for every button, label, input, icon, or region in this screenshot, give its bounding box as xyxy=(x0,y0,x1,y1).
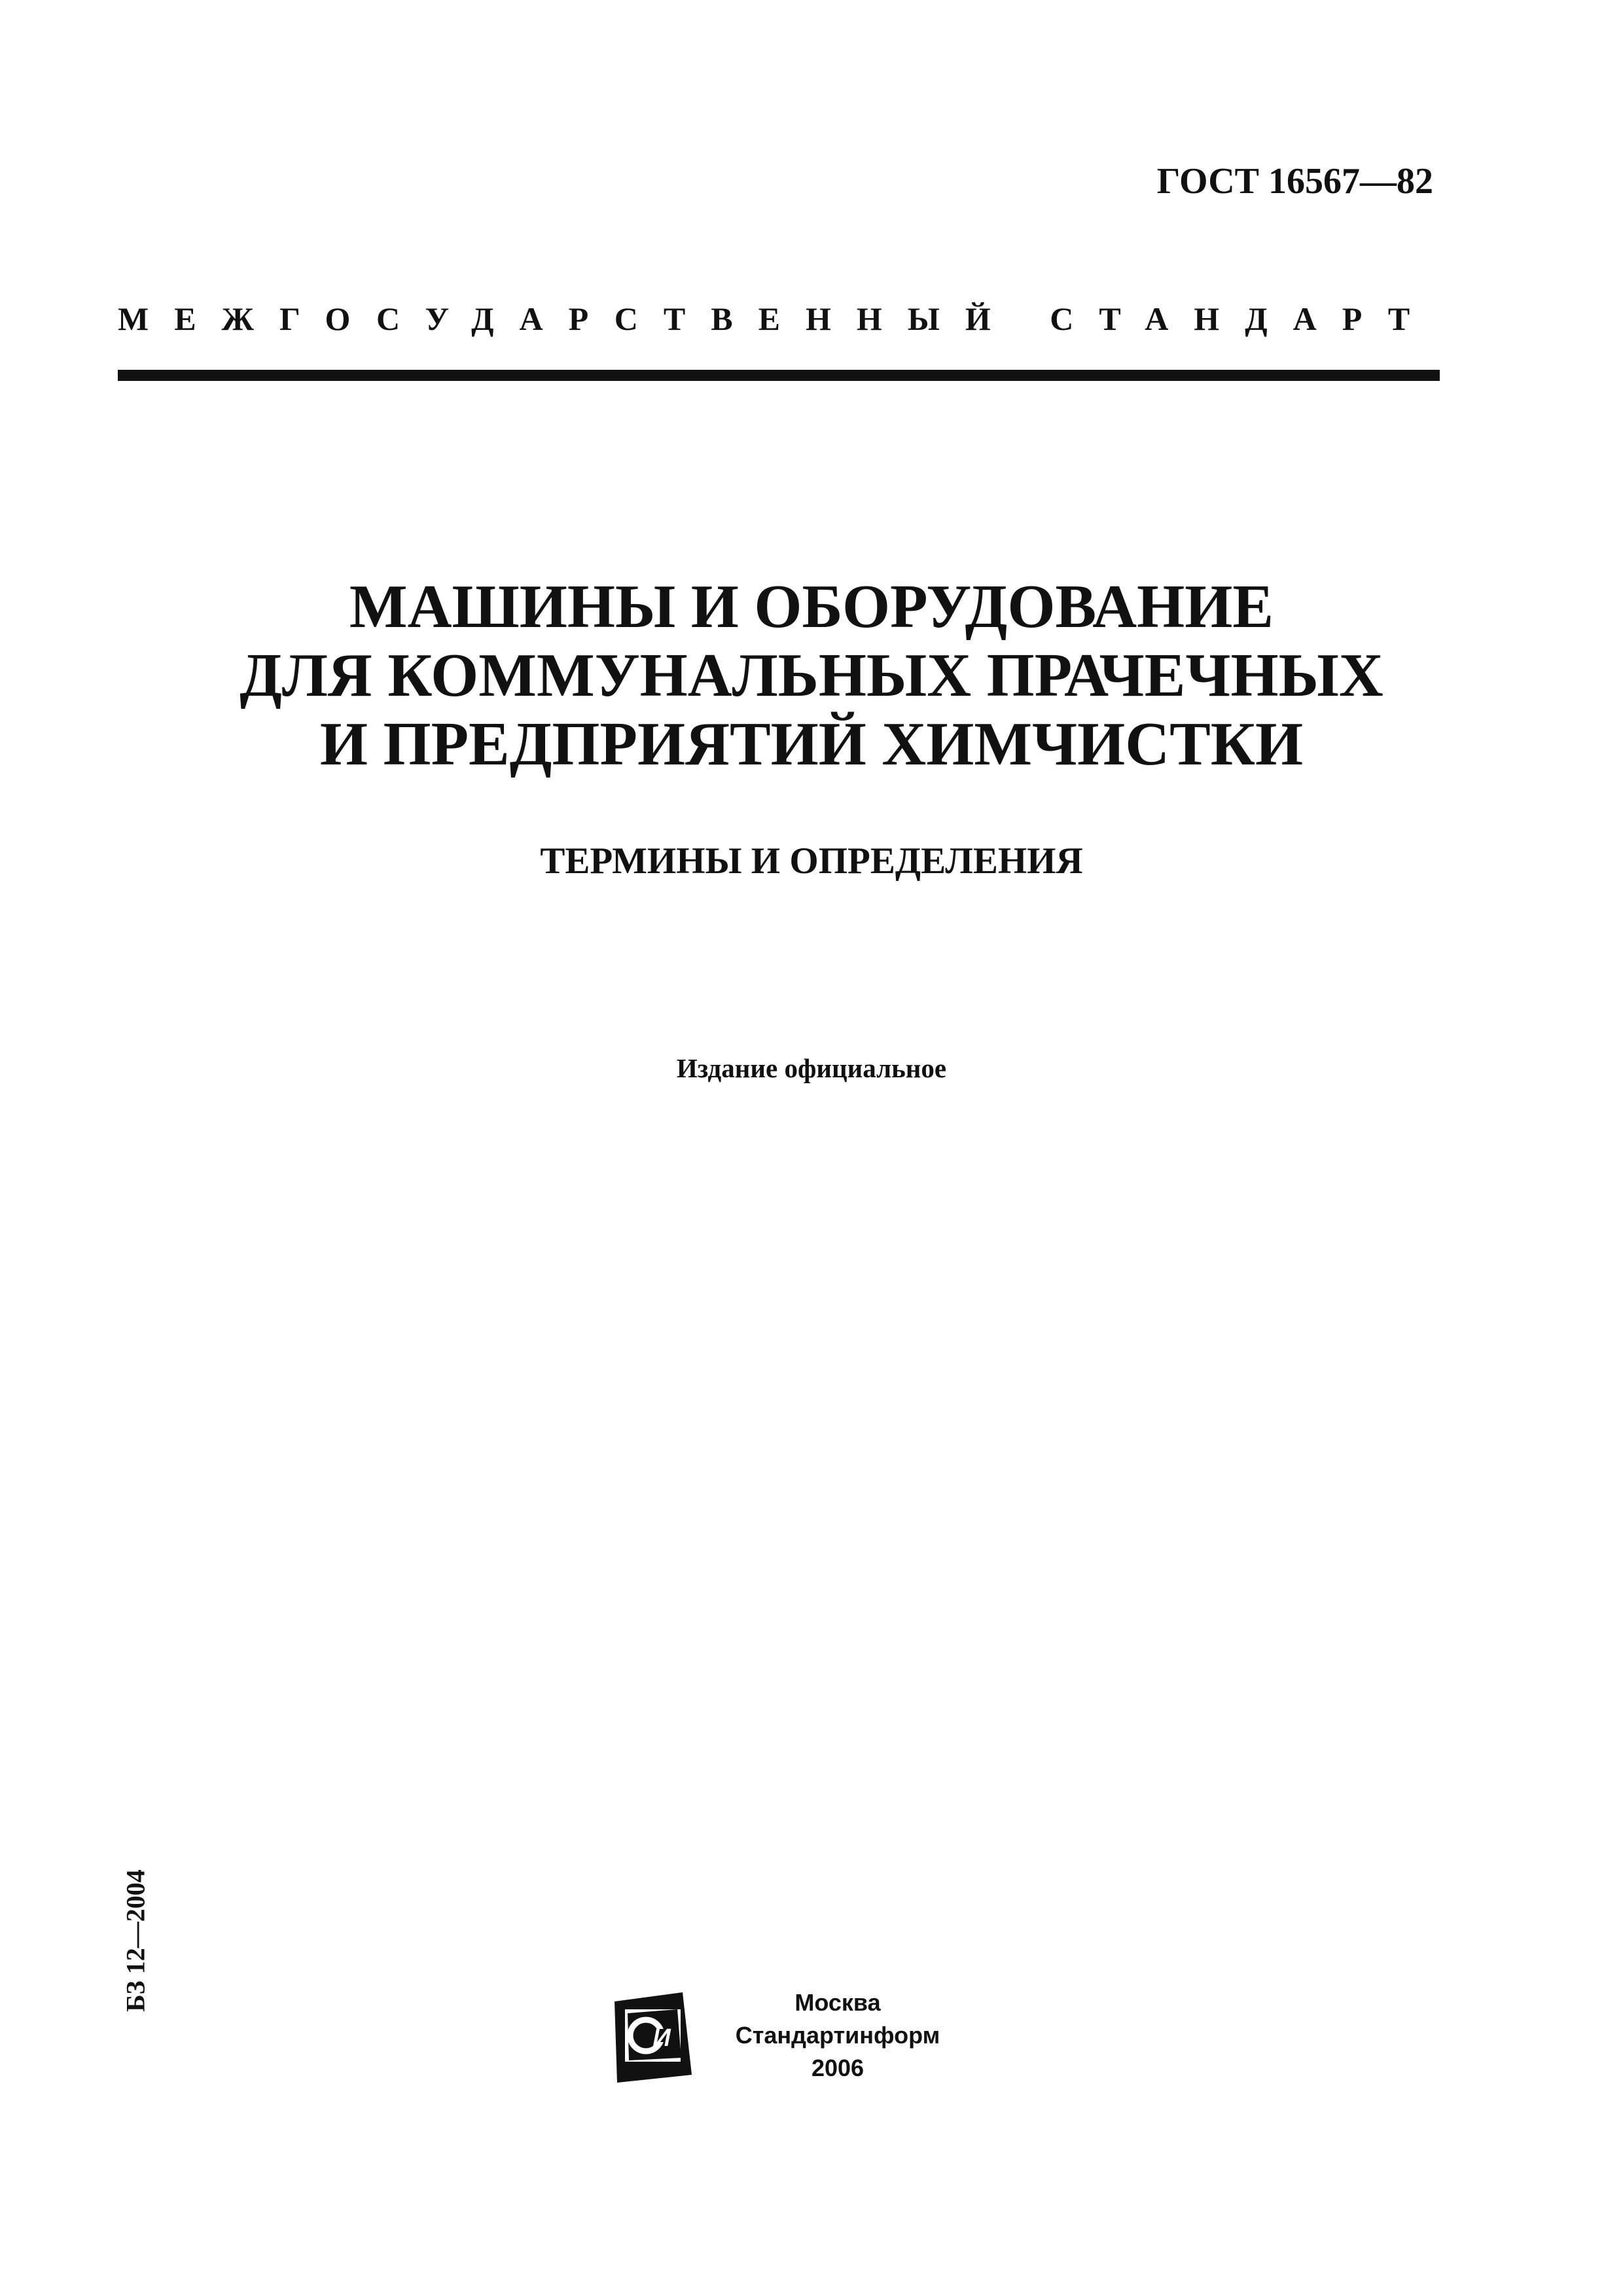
svg-text:И: И xyxy=(652,2024,671,2052)
publisher-year: 2006 xyxy=(811,2054,865,2081)
document-title xyxy=(0,573,1623,779)
header-divider xyxy=(118,370,1440,381)
publisher-city: Москва xyxy=(794,1989,881,2016)
publisher-block xyxy=(726,1986,949,2085)
title-line-1: МАШИНЫ И ОБОРУДОВАНИЕ xyxy=(349,573,1274,641)
interstate-standard-label: МЕЖГОСУДАРСТВЕННЫЙ СТАНДАРТ xyxy=(118,300,1436,337)
edition-note: Издание официальное xyxy=(676,1053,947,1083)
title-line-2: ДЛЯ КОММУНАЛЬНЫХ ПРАЧЕЧНЫХ xyxy=(240,641,1383,709)
gost-number: ГОСТ 16567—82 xyxy=(1156,161,1433,202)
publisher-name: Стандартинформ xyxy=(735,2022,940,2049)
standartinform-logo-icon xyxy=(605,1990,700,2085)
title-line-3: И ПРЕДПРИЯТИЙ ХИМЧИСТКИ xyxy=(319,710,1304,778)
document-subtitle: ТЕРМИНЫ И ОПРЕДЕЛЕНИЯ xyxy=(540,840,1083,882)
side-code-text: БЗ 12—2004 xyxy=(120,1869,151,2012)
